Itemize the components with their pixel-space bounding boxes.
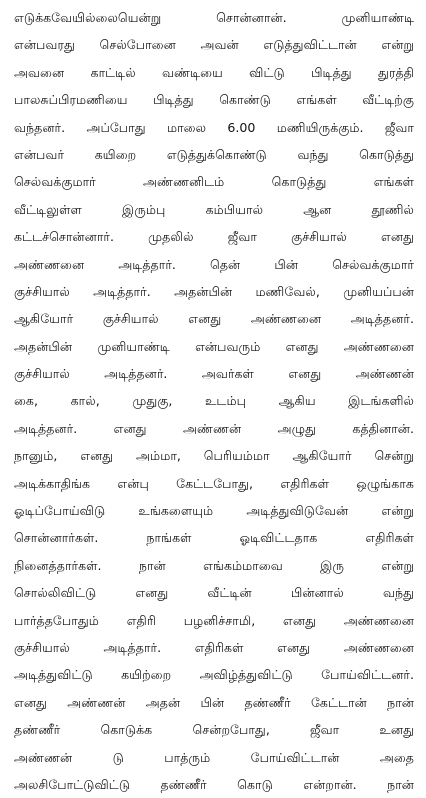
text-line-2: என்பவரது செல்போனை அவன் எடுத்துவிட்டான் என்று <box>14 37 414 53</box>
text-line-1: எடுக்கவேயில்லையென்று சொன்னான். முனியாண்டி <box>14 10 414 25</box>
text-line-18: அடிக்காதிங்க என்பு கேட்டபோது, எதிரிகள் ஒழுங்காக <box>14 475 414 491</box>
text-line-5: வந்தனர். அப்போது மாலை 6.00 மணியிருக்கும். ஜீவா <box>14 119 414 135</box>
text-line-11: குச்சியால் அடித்தார். அதன்பின் மணிவேல், முனியப்பன் <box>14 283 414 299</box>
text-line-13: அதன்பின் முனியாண்டி என்பவரும் எனது அண்ணனை <box>14 338 414 354</box>
document-page <box>14 4 414 798</box>
text-line-8: வீட்டிலுள்ள இரும்பு கம்பியால் ஆன தூணில் <box>14 201 414 217</box>
text-line-10: அண்ணனை அடித்தார். தென் பின் செல்வக்குமார் <box>14 256 414 272</box>
text-line-20: சொன்னார்கள். நாங்கள் ஓடிவிட்டதாக எதிரிகள் <box>14 530 414 546</box>
text-line-4: பாலசுப்பிரமணியை பிடித்து கொண்டு எங்கள் வீட்டிற்கு <box>14 92 414 108</box>
text-line-22: சொல்லிவிட்டு எனது வீட்டின் பின்னால் வந்து <box>14 585 414 601</box>
text-line-9: கட்டச்சொன்னார். முதலில் ஜீவா குச்சியால் எனது <box>14 229 414 245</box>
text-line-21: நினைத்தார்கள். நான் எங்கம்மாவை இரு என்று <box>14 557 414 573</box>
text-line-12: ஆகியோர் குச்சியால் எனது அண்ணனை அடித்தனர். <box>14 311 414 327</box>
text-line-15: கை, கால், முதுகு, உடம்பு ஆகிய இடங்களில் <box>14 393 414 409</box>
text-line-24: குச்சியால் அடித்தார். எதிரிகள் எனது அண்ணனை <box>14 639 414 655</box>
text-line-23: பார்த்தபோதும் எதிரி பழனிச்சாமி, எனது அண்ணனை <box>14 612 414 628</box>
text-line-6: என்பவர் கயிறை எடுத்துக்கொண்டு வந்து கொடுத்து <box>14 146 414 162</box>
text-line-17: நானும், எனது அம்மா, பெரியம்மா ஆகியோர் சென்று <box>14 448 414 464</box>
text-line-3: அவனை காட்டில் வண்டியை விட்டு பிடித்து துரத்தி <box>14 64 414 80</box>
text-line-19: ஓடிப்போய்விடு உங்களையும் அடித்துவிடுவேன் என்று <box>14 503 414 519</box>
text-line-7: செல்வக்குமார் அண்ணனிடம் கொடுத்து எங்கள் <box>14 174 414 190</box>
text-line-26: எனது அண்ணன் அதன் பின் தண்ணீர் கேட்டான் நான் <box>14 694 414 710</box>
text-line-29: அலசிபோட்டுவிட்டு தண்ணீர் கொடு என்றான். நான் <box>14 776 414 792</box>
text-line-14: குச்சியால் அடித்தனர். அவர்கள் எனது அண்ணன் <box>14 366 414 382</box>
text-line-27: தண்ணீர் கொடுக்க சென்றபோது, ஜீவா உனது <box>14 722 414 738</box>
text-line-16: அடித்தனர். எனது அண்ணன் அழுது கத்தினான். <box>14 420 414 436</box>
text-line-28: அண்ணன் டு பாத்ரும் போய்விட்டான் அதை <box>14 749 414 765</box>
text-line-25: அடித்துவிட்டு கயிற்றை அவிழ்த்துவிட்டு போய்விட்டனர். <box>14 667 414 683</box>
